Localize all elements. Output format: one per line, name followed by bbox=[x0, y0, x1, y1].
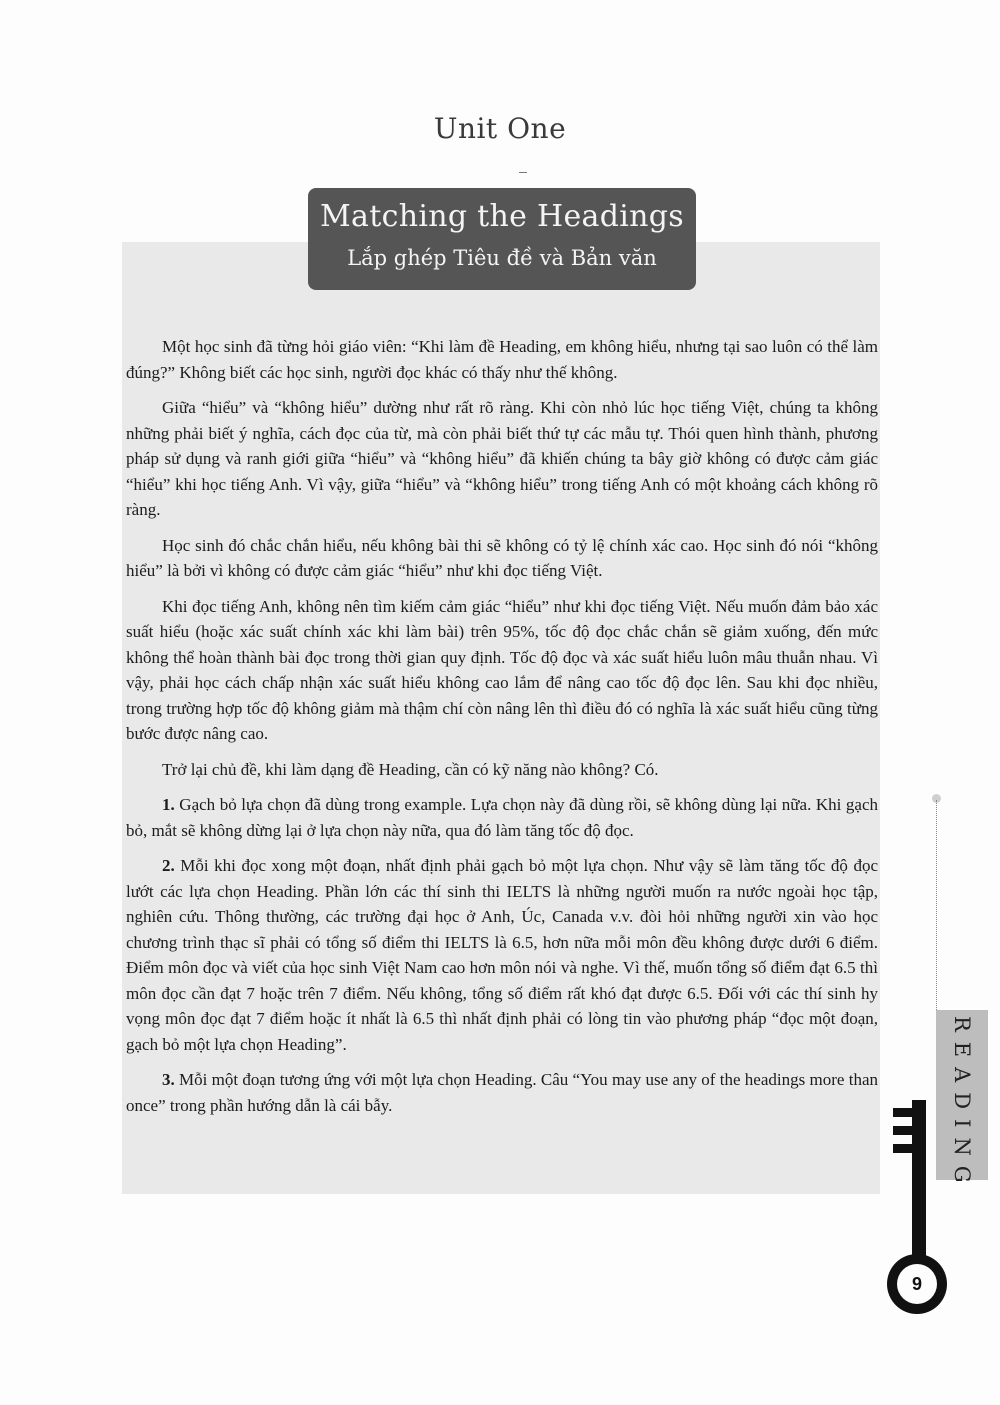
numbered-paragraph bbox=[126, 1067, 878, 1118]
article-body bbox=[126, 334, 878, 1128]
paragraph bbox=[126, 594, 878, 747]
paragraph bbox=[126, 757, 878, 783]
paragraph-text: Khi đọc tiếng Anh, không nên tìm kiếm cảm giác “hiểu” như khi đọc tiếng Việt. Nếu muốn đảm bảo xác suất hiểu (hoặc xác suất chính xác khi làm bài) trên 95%, tốc độ đọc chắc chắn sẽ giảm xuống, đến mức không thể hoàn thành bài đọc trong thời gian quy định. Tốc độ đọc và xác suất hiểu luôn mâu thuẫn nhau. Vì vậy, phải học cách chấp nhận xác suất hiểu không cao lắm để nâng cao tốc độ đọc lên. Sau khi đọc nhiều, trong trường hợp tốc độ không giảm mà thậm chí còn nâng lên thì điều đó có nghĩa là xác suất hiểu cũng từng bước được nâng cao. bbox=[126, 596, 878, 743]
numbered-paragraph bbox=[126, 853, 878, 1057]
numbered-paragraph bbox=[126, 792, 878, 843]
paragraph-text: Một học sinh đã từng hỏi giáo viên: “Khi làm đề Heading, em không hiểu, nhưng tại sao luôn có thể làm đúng?” Không biết các học sinh, người đọc khác có thấy như thế không. bbox=[126, 337, 878, 382]
paragraph-text: Giữa “hiểu” và “không hiểu” dường như rất rõ ràng. Khi còn nhỏ lúc học tiếng Việt, chúng ta không những phải biết ý nghĩa, cách đọc của từ, mà còn phải biết thứ tự các mẫu tự. Thói quen hình thành, phương pháp sử dụng và ranh giới giữa “hiểu” và “không hiểu” đã khiến chúng ta bây giờ không có được cảm giác “hiểu” khi học tiếng Anh. Vì vậy, giữa “hiểu” và “không hiểu” trong tiếng Anh có một khoảng cách không rõ ràng. bbox=[126, 398, 878, 519]
paragraph-text: Mỗi khi đọc xong một đoạn, nhất định phải gạch bỏ một lựa chọn. Như vậy sẽ làm tăng tốc độ đọc lướt các lựa chọn Heading. Phần lớn các thí sinh thi IELTS là những người muốn ra nước ngoài học tập, nghiên cứu. Thông thường, các trường đại học ở Anh, Úc, Canada v.v. đòi hỏi những người xin vào học chương trình thạc sĩ phải có tổng số điểm thi IELTS là 6.5, hơn nữa mỗi môn đều không được dưới 6 điểm. Điểm môn đọc và viết của học sinh Việt Nam cao hơn môn nói và nghe. Vì thế, muốn tổng số điểm đạt 6.5 thì môn đọc cần đạt 7 hoặc trên 7 điểm. Nếu không, tổng số điểm rất khó đạt được 6.5. Đối với các thí sinh hy vọng môn đọc đạt 7 điểm hoặc ít nhất là 6.5 thì nhất định phải có lòng tin vào phương pháp “đọc một đoạn, gạch bỏ một lựa chọn Heading”. bbox=[126, 856, 878, 1054]
divider bbox=[519, 172, 527, 173]
paragraph bbox=[126, 533, 878, 584]
paragraph-text: Học sinh đó chắc chắn hiểu, nếu không bài thi sẽ không có tỷ lệ chính xác cao. Học sinh đó nói “không hiểu” là bởi vì không có được cảm giác “hiểu” như khi đọc tiếng Việt. bbox=[126, 535, 878, 580]
key-icon bbox=[912, 1100, 926, 1260]
key-tooth bbox=[893, 1126, 915, 1135]
key-tooth bbox=[893, 1144, 915, 1153]
paragraph bbox=[126, 334, 878, 385]
key-tooth bbox=[893, 1108, 915, 1117]
paragraph-text: Trở lại chủ đề, khi làm dạng đề Heading, cần có kỹ năng nào không? Có. bbox=[162, 759, 659, 779]
banner-title-english: Matching the Headings bbox=[320, 199, 684, 234]
paragraph-number: 2. bbox=[162, 856, 175, 875]
paragraph-number: 1. bbox=[162, 795, 175, 814]
dotted-guide-line bbox=[936, 800, 938, 1010]
unit-title: Unit One bbox=[433, 112, 567, 145]
banner-title-vietnamese: Lắp ghép Tiêu đề và Bản văn bbox=[347, 246, 657, 270]
paragraph-text: Gạch bỏ lựa chọn đã dùng trong example. Lựa chọn này đã dùng rồi, sẽ không dùng lại nữa. Khi gạch bỏ, mắt sẽ không dừng lại ở lựa chọn này nữa, qua đó làm tăng tốc độ đọc. bbox=[126, 795, 878, 840]
page-number: 9 bbox=[897, 1264, 937, 1304]
section-side-tab bbox=[936, 1010, 988, 1193]
paragraph-number: 3. bbox=[162, 1070, 175, 1089]
paragraph bbox=[126, 395, 878, 523]
paragraph-text: Mỗi một đoạn tương ứng với một lựa chọn Heading. Câu “You may use any of the headings more than once” trong phần hướng dẫn là cái bẫy. bbox=[126, 1070, 878, 1115]
side-tab-label: READING bbox=[950, 1016, 974, 1193]
page-number-badge bbox=[887, 1254, 947, 1314]
section-banner bbox=[308, 188, 696, 290]
